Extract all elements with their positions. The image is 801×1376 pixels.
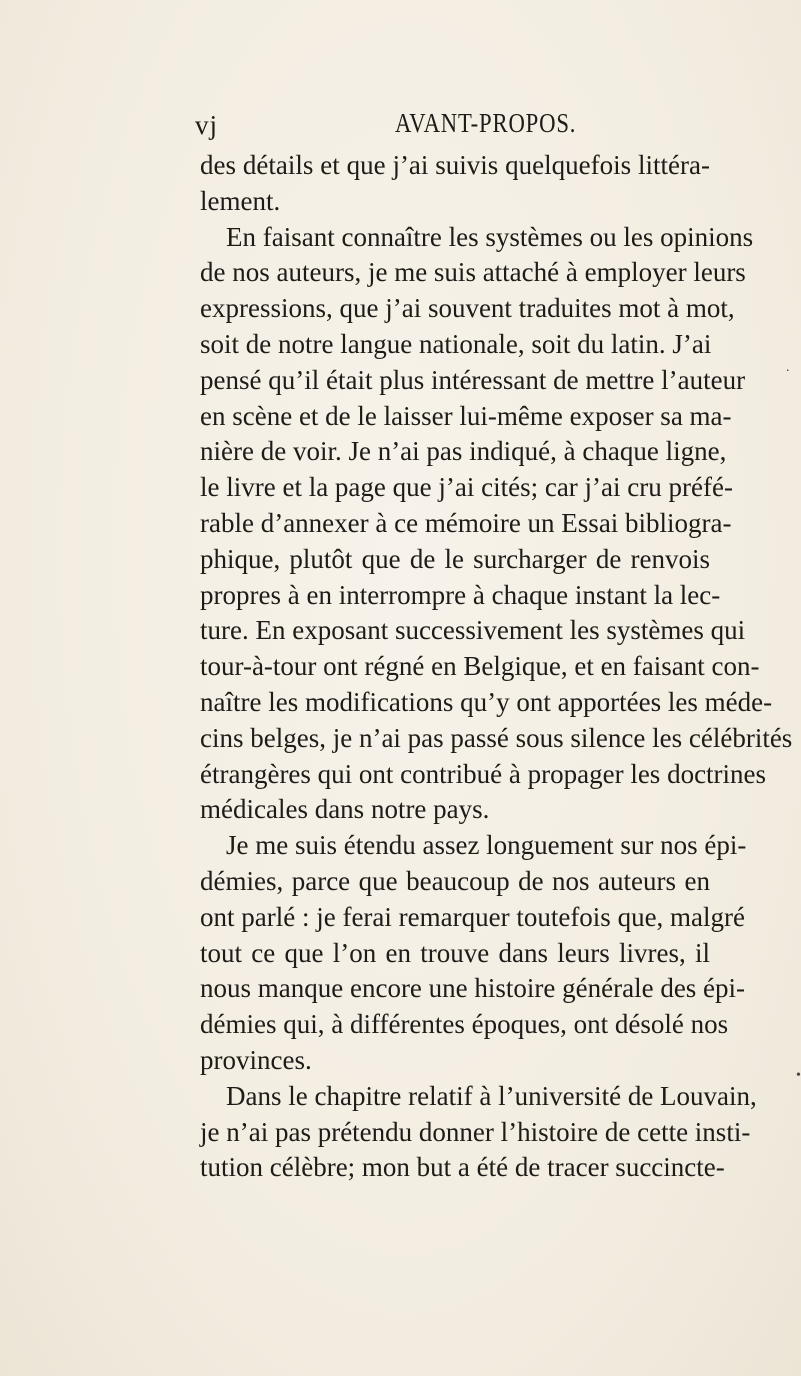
- paragraph: [200, 148, 710, 220]
- paragraph: [200, 828, 747, 1079]
- page-number: vj: [195, 110, 219, 140]
- text-line: lement.: [200, 185, 281, 216]
- text-line: propres à en interrompre à chaque instant la lec-: [200, 579, 721, 610]
- text-line: phique, plutôt que de le surcharger de renvois: [200, 543, 710, 574]
- paragraph: [200, 1079, 757, 1186]
- text-line: pensé qu’il était plus intéressant de mettre l’auteur: [200, 364, 746, 395]
- stray-mark: •: [796, 1068, 801, 1083]
- text-line: ont parlé : je ferai remarquer toutefois que, malgré: [200, 901, 746, 932]
- text-line: tution célèbre; mon but a été de tracer succincte-: [200, 1152, 725, 1183]
- text-line: expressions, que j’ai souvent traduites mot à mot,: [200, 293, 735, 324]
- text-line: de nos auteurs, je me suis attaché à employer leurs: [200, 257, 746, 288]
- text-line: ture. En exposant successivement les systèmes qui: [200, 615, 746, 646]
- text-line: démies, parce que beaucoup de nos auteurs en: [200, 865, 710, 896]
- text-line: Dans le chapitre relatif à l’université de Louvain,: [226, 1080, 757, 1111]
- text-line: naître les modifications qu’y ont apportées les méde-: [200, 686, 773, 717]
- text-line: nous manque encore une histoire générale des épi-: [200, 973, 746, 1004]
- text-line: Je me suis étendu assez longuement sur nos épi-: [226, 830, 747, 861]
- text-line: médicales dans notre pays.: [200, 794, 490, 825]
- page-header: [195, 108, 715, 148]
- text-line: démies qui, à différentes époques, ont désolé nos: [200, 1009, 729, 1040]
- body-text: [200, 148, 793, 1186]
- text-line: soit de notre langue nationale, soit du latin. J’ai: [200, 328, 712, 359]
- text-line: tour-à-tour ont régné en Belgique, et en faisant con-: [200, 651, 760, 682]
- text-line: provinces.: [200, 1044, 312, 1075]
- text-line: des détails et que j’ai suivis quelquefois littéra-: [200, 150, 710, 180]
- text-line: le livre et la page que j’ai cités; car j’ai cru préfé-: [200, 472, 733, 503]
- text-line: tout ce que l’on en trouve dans leurs livres, il: [200, 937, 710, 968]
- stray-mark: .: [786, 360, 790, 375]
- paragraph: [200, 220, 793, 829]
- running-head: AVANT-PROPOS.: [395, 108, 577, 138]
- text-line: je n’ai pas prétendu donner l’histoire de cette insti-: [200, 1116, 751, 1147]
- text-line: en scène et de le laisser lui-même exposer sa ma-: [200, 400, 732, 431]
- text-line: étrangères qui ont contribué à propager les doctrines: [200, 758, 767, 789]
- text-line: En faisant connaître les systèmes ou les opinions: [226, 221, 754, 252]
- text-line: rable d’annexer à ce mémoire un Essai bibliogra-: [200, 507, 732, 538]
- text-line: nière de voir. Je n’ai pas indiqué, à chaque ligne,: [200, 436, 727, 467]
- text-line: cins belges, je n’ai pas passé sous silence les célébrités: [200, 722, 793, 753]
